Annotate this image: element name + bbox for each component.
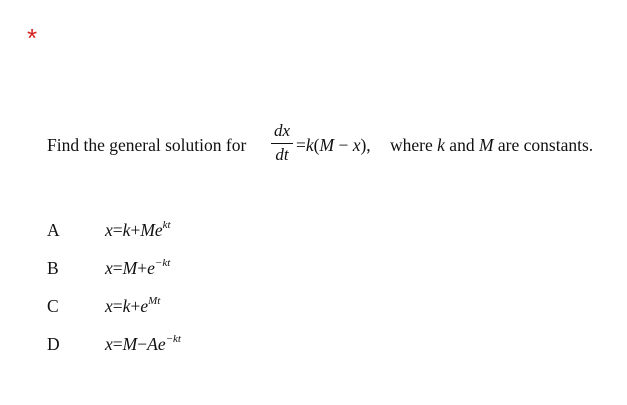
question-tail <box>390 135 593 156</box>
expr-base: e <box>157 334 166 354</box>
derivative-fraction <box>271 122 293 164</box>
expr-exponent: kt <box>162 219 171 231</box>
expr-equals: = <box>112 296 123 316</box>
expr-coefficient: M <box>140 220 155 240</box>
expr-operator: + <box>130 296 141 316</box>
expr-equals: = <box>112 220 123 240</box>
rhs-x: x <box>352 135 361 155</box>
expr-term: k <box>122 296 131 316</box>
option-expression <box>105 258 170 279</box>
fraction-denominator: dt <box>275 145 289 165</box>
option-expression <box>105 296 160 317</box>
expr-equals: = <box>112 334 123 354</box>
fraction-bar <box>271 143 293 144</box>
rhs-minus: − <box>334 135 353 155</box>
rhs-open-paren: ( <box>313 135 320 155</box>
expr-operator: + <box>137 258 148 278</box>
expr-exponent: −kt <box>165 333 181 345</box>
option-expression <box>105 220 171 241</box>
rhs-M: M <box>319 135 335 155</box>
expr-base: e <box>140 296 149 316</box>
option-letter: A <box>47 220 60 240</box>
option-letter: C <box>47 296 59 316</box>
expr-exponent: Mt <box>148 295 161 307</box>
rhs-close-paren: ), <box>360 135 371 155</box>
expr-term: M <box>122 258 138 278</box>
tail-word-where: where <box>390 135 433 155</box>
option-d[interactable] <box>47 334 347 358</box>
option-letter: B <box>47 258 59 278</box>
expr-base: e <box>154 220 163 240</box>
expr-term: M <box>122 334 138 354</box>
equation-rhs <box>296 135 371 156</box>
tail-word-and: and <box>449 135 475 155</box>
expr-operator: − <box>137 334 148 354</box>
expr-lhs: x <box>105 258 113 278</box>
rhs-k: k <box>305 135 314 155</box>
fraction-numerator: dx <box>273 121 291 140</box>
expr-operator: + <box>130 220 141 240</box>
option-c[interactable] <box>47 296 347 320</box>
question-lead: Find the general solution for <box>47 135 247 155</box>
expr-coefficient: A <box>147 334 158 354</box>
question-text <box>47 122 622 168</box>
expr-exponent: −kt <box>154 257 171 269</box>
expr-equals: = <box>112 258 123 278</box>
option-letter: D <box>47 334 60 354</box>
required-asterisk: * <box>27 23 38 53</box>
expr-lhs: x <box>105 220 113 240</box>
option-expression <box>105 334 181 355</box>
tail-constants: are constants. <box>497 135 594 155</box>
expr-lhs: x <box>105 296 113 316</box>
option-a[interactable] <box>47 220 347 244</box>
rhs-equals: = <box>296 135 306 155</box>
option-b[interactable] <box>47 258 347 282</box>
expr-base: e <box>147 258 155 278</box>
tail-k: k <box>437 135 445 155</box>
tail-M: M <box>478 135 494 155</box>
expr-lhs: x <box>105 334 113 354</box>
expr-term: k <box>122 220 131 240</box>
